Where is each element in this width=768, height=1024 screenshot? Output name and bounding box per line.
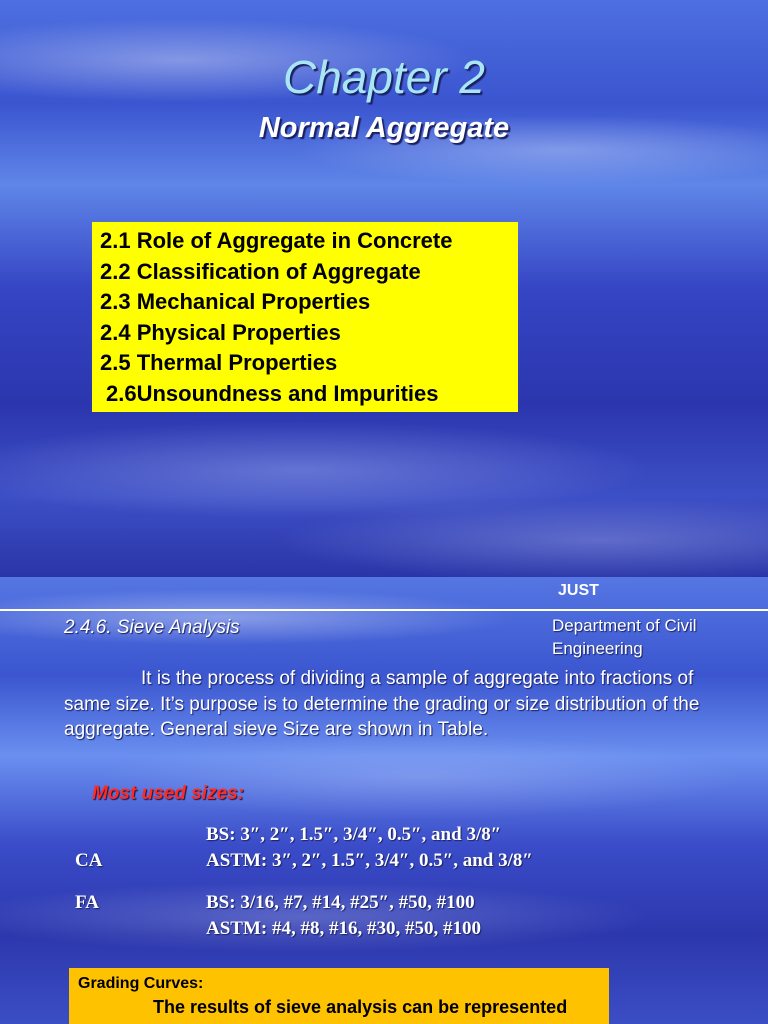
toc-item: 2.3 Mechanical Properties: [100, 289, 371, 314]
grading-text: The results of sieve analysis can be represented: [153, 997, 568, 1017]
header-divider: [0, 609, 768, 611]
ca-bs-sizes: BS: 3″, 2″, 1.5″, 3/4″, 0.5″, and 3/8″: [206, 824, 502, 845]
body-paragraph: [64, 666, 724, 743]
toc-item: 2.1 Role of Aggregate in Concrete: [100, 228, 453, 253]
toc-item: 2.2 Classification of Aggregate: [100, 258, 421, 284]
toc-item: 2.6Unsoundness and Impurities: [106, 380, 439, 406]
paragraph-text: It is the process of dividing a sample of aggregate into fractions of same size. It’s purpose is to determine the grading or size distribution of the aggregate. General sieve Size are shown in Table.: [64, 668, 700, 740]
section-title: 2.4.6. Sieve Analysis: [64, 617, 240, 638]
fa-label: FA: [75, 892, 99, 913]
ca-astm-sizes: ASTM: 3″, 2″, 1.5″, 3/4″, 0.5″, and 3/8″: [206, 850, 533, 871]
chapter-subtitle: Normal Aggregate: [258, 112, 510, 144]
toc-item: 2.5 Thermal Properties: [100, 350, 338, 375]
fa-bs-sizes: BS: 3/16, #7, #14, #25″, #50, #100: [206, 892, 475, 913]
header-org: JUST: [558, 582, 599, 599]
table-of-contents: [92, 222, 518, 412]
chapter-title: Chapter 2: [282, 51, 485, 103]
fa-astm-sizes: ASTM: #4, #8, #16, #30, #50, #100: [206, 918, 481, 939]
toc-item: 2.4 Physical Properties: [100, 319, 341, 345]
ca-label: CA: [75, 850, 103, 871]
department-label: Department of Civil Engineering: [552, 616, 697, 658]
most-used-label: Most used sizes:: [92, 783, 245, 804]
slide-sieve-analysis: [0, 577, 768, 1024]
grading-title: Grading Curves:: [78, 975, 204, 992]
grading-curves-box: [69, 968, 609, 1024]
